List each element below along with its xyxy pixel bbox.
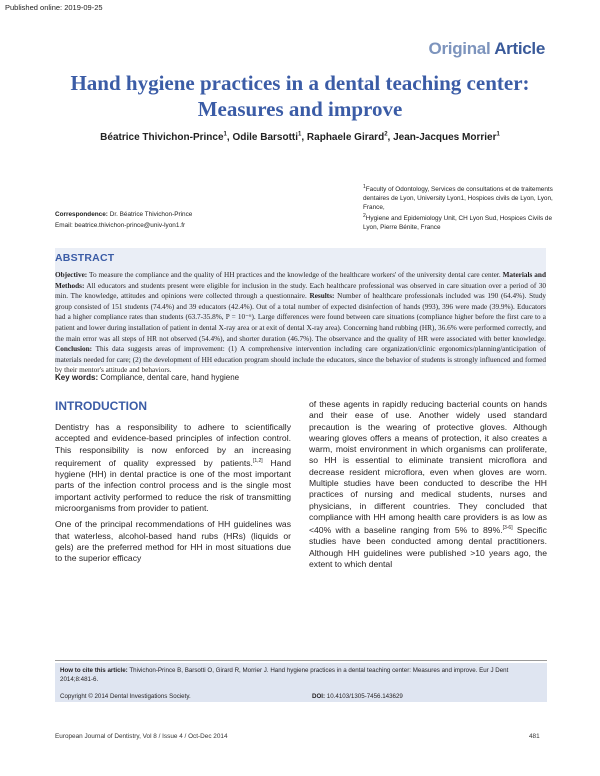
affiliations	[363, 183, 563, 232]
page-title	[40, 70, 560, 122]
divider	[55, 660, 547, 661]
keywords	[55, 373, 239, 382]
paragraph: Dentistry has a responsibility to adhere to scientifically accepted and evidence-based principles of infection control. This responsibility is now enforced by an increasing requirement of quality expressed by patients.[1,2] Hand hygiene (HH) in dental practice is one of the most important parts of the infection control process and is the single most important activity performed to reduce the risk of transmitting microorganisms from provider to patient.	[55, 422, 292, 513]
correspondence-name: Dr. Béatrice Thivichon-Prince	[109, 211, 193, 218]
author: Béatrice Thivichon-Prince$^1$,	[100, 132, 233, 144]
author-list	[40, 132, 560, 143]
author: Raphaele Girard$^2$,	[306, 132, 394, 144]
citation-text: How to cite this article: Thivichon-Prince B, Barsotti O, Girard R, Morrier J. Hand hygiene practices in a dental teaching center: Measures and improve. Eur J Dent 2014;8:481-6.	[60, 667, 509, 683]
body-column-right	[309, 399, 547, 575]
article-type-label	[429, 39, 545, 59]
article-type-first: Original	[428, 39, 491, 58]
keywords-label: Key words:	[55, 373, 99, 382]
page-number: 481	[529, 733, 540, 740]
author: Jean-Jacques Morrier$^1$	[393, 132, 500, 144]
abstract-heading: ABSTRACT	[55, 252, 115, 264]
affiliation-1: $^1$Faculty of Odontology, Services de consultations et de traitements dentaires de Lyon, University Lyon1, Hospices civils de Lyon, Lyon, France,	[363, 184, 553, 212]
correspondence	[55, 210, 192, 231]
author: Odile Barsotti$^1$,	[232, 132, 307, 144]
title-line-2: Measures and improve	[197, 97, 403, 121]
copyright: Copyright © 2014 Dental Investigations Society.	[60, 693, 191, 700]
article-type-second: Article	[494, 39, 545, 58]
introduction-heading: INTRODUCTION	[55, 399, 147, 413]
keywords-text: Compliance, dental care, hand hygiene	[100, 373, 240, 382]
doi-link[interactable]: 10.4103/1305-7456.143629	[326, 693, 403, 700]
paragraph: of these agents in rapidly reducing bacterial counts on hands and their ease of use. Another widely used standard precaution is the wearing of protective gloves. Although wearing gloves offers a means of protection, it also creates a warm, moist environment in which organisms can proliferate, so HH is essential to eliminate transient microflora and decrease resident microflora, even when gloves are worn. Multiple studies have been conducted to describe the HH practices of nursing and medical students, nurses and physicians, in different countries. They concluded that compliance with HH among health care providers is as low as <40% with a baseline ranging from 5% to 89%.[3-6] Specific studies have been conducted among dental practitioners. Although HH guidelines were published >10 years ago, the extent to which dental	[309, 399, 547, 570]
correspondence-label: Correspondence:	[55, 211, 108, 218]
correspondence-email[interactable]: Email: beatrice.thivichon-prince@univ-lyon1.fr	[55, 221, 186, 229]
footer-journal: European Journal of Dentistry, Vol 8 / Issue 4 / Oct-Dec 2014	[55, 733, 228, 740]
published-date: Published online: 2019-09-25	[5, 3, 103, 12]
paragraph: One of the principal recommendations of HH guidelines was that waterless, alcohol-based hand rubs (HRs) (liquids or gels) are the preferred method for HH in most situations due to the superior efficacy	[55, 519, 291, 564]
body-column-left	[55, 422, 291, 569]
doi: DOI: 10.4103/1305-7456.143629	[312, 693, 403, 700]
affiliation-2: $^2$Hygiene and Epidemiology Unit, CH Lyon Sud, Hospices Civils de Lyon, Pierre Bénite, France	[363, 213, 553, 232]
abstract-body: Objective: To measure the compliance and the quality of HH practices and the knowledge of the healthcare workers' of the university dental care center. Materials and Methods: All educators and students present were eligible for inclusion in the study. Each healthcare professional was observed in care situation over a period of 30 min. The knowledge, attitudes and opinions were collected through a questionnaire. Results: Number of healthcare professionals included was 190 (64.4%). Study group consisted of 151 students (74.4%) and 39 educators (42.4%). Out of a total number of expected disinfection of hands (993), 396 were made (39.9%). Educators had a higher compliance rates than students (63.7-35.8%, P = 10⁻⁶). Large differences were found between care situations (compliance higher before the first care to a patient and lower during installation of patient in dental X-ray area or at exit of dental X-ray area). Concerning hand rubbing (HR), 36.6% were performed correctly, and the main error was all steps of HR not observed (54.4%), and shorter duration (46.7%). The observance and the quality of HR were associated with better knowledge. Conclusion: This data suggests areas of improvement: (1) A comprehensive intervention including care organization/clinic ergonomics/planning/anticipation of materials needed for care; (2) the development of HH education program should include the educators, since the behavior of students is strongly influenced and formed by their mentor's attitude and behaviors.	[55, 271, 546, 375]
title-line-1: Hand hygiene practices in a dental teaching center:	[70, 71, 530, 95]
